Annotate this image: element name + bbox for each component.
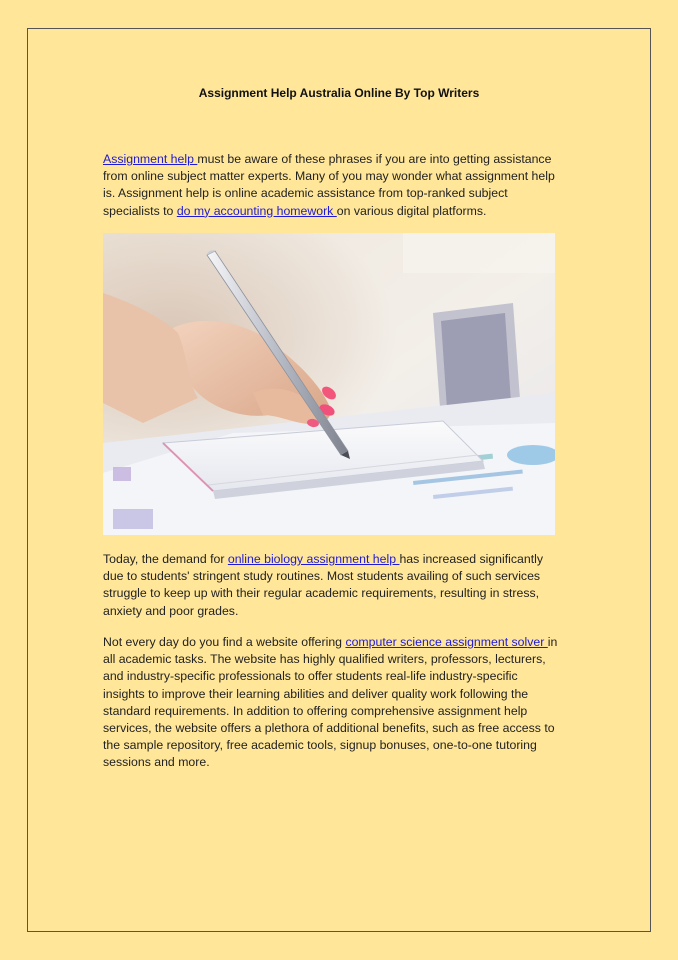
computer-science-link[interactable]: computer science assignment solver: [345, 635, 548, 649]
assignment-help-link[interactable]: Assignment help: [103, 152, 198, 166]
website-text-end: in all academic tasks. The website has highly qualified writers, professors, lecturers, and industry-specific professionals to offer students real-life industry-specific insights to improve their learning abilities and deliver quality work following the standard requirements. In addition to offering comprehensive assignment help services, the website offers a plethora of additional benefits, such as free access to the sample repository, free academic tools, signup bonuses, one-to-one tutoring sessions and more.: [103, 635, 558, 770]
website-text-start: Not every day do you find a website offering: [103, 635, 346, 649]
intro-paragraph: [103, 151, 558, 220]
page-title: Assignment Help Australia Online By Top Writers: [198, 86, 480, 100]
biology-assignment-link[interactable]: online biology assignment help: [227, 552, 400, 566]
intro-text: must be aware of these phrases if you are into getting assistance from online subject matter experts. Many of you may wonder what assignment help is. Assignment help is online academic assistance from top-ranked subject specialists to: [103, 152, 555, 218]
writing-hand-photo: [103, 233, 555, 535]
website-paragraph: [103, 634, 558, 772]
intro-text-end: on various digital platforms.: [336, 203, 487, 218]
accounting-homework-link[interactable]: do my accounting homework: [176, 203, 337, 218]
demand-text-start: Today, the demand for: [103, 552, 228, 566]
demand-text-end: has increased significantly due to students' stringent study routines. Most students availing of such services struggle to keep up with their regular academic requirements, resulting in stress, anxiety and poor grades.: [103, 552, 544, 618]
demand-paragraph: [103, 551, 558, 620]
